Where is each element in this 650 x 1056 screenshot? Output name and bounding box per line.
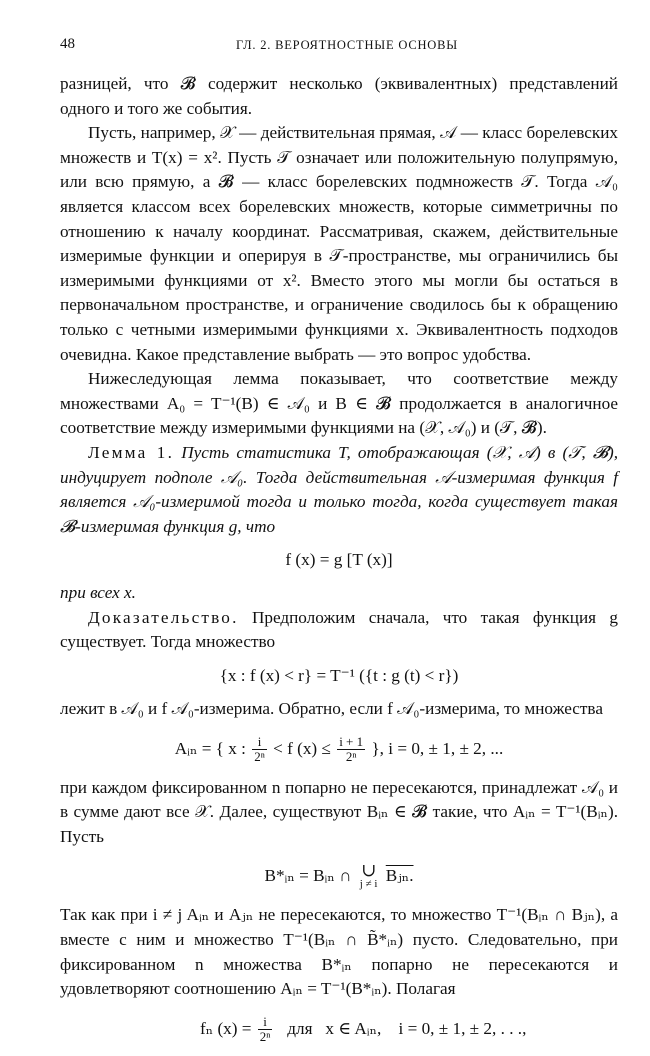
formula-5-frac-den: 2ⁿ [259, 1029, 271, 1045]
paragraph-all-x: при всех x. [60, 583, 136, 603]
formula-3-frac-1-num: i [252, 735, 267, 750]
running-head: ГЛ. 2. ВЕРОЯТНОСТНЫЕ ОСНОВЫ [236, 38, 458, 52]
formula-3-frac-2-num: i + 1 [339, 734, 364, 750]
formula-3-rhs: }, i = 0, ± 1, ± 2, ... [371, 738, 504, 758]
formula-4-lhs: B*ᵢₙ = Bᵢₙ ∩ [264, 866, 352, 886]
union-symbol: ∪ j ≠ i [359, 860, 378, 891]
lemma-text: Пусть статистика T, отображающая (𝒳, 𝒜) в (𝒯, 𝓑), индуцирует подполе 𝒜₀. Тогда действительная 𝒜-измеримая функция f является 𝒜₀-измеримой тогда и только тогда, когда существует такая 𝓑-измеримая функция g, что [60, 442, 619, 536]
paragraph-3: Нижеследующая лемма показывает, что соответствие между множествами A₀ = T⁻¹(B) ∈ 𝒜₀ и B ∈ 𝓑 продолжается в аналогичное соответствие между измеримыми функциями на (𝒳, 𝒜₀) и (𝒯, 𝓑). [60, 369, 618, 438]
proof-paragraph [60, 606, 618, 655]
paragraph-5: при каждом фиксированном n попарно не пересекаются, принадлежат 𝒜₀ и в сумме дают все 𝒳. Далее, существуют Bᵢₙ ∈ 𝓑 такие, что Aᵢₙ = T⁻¹(Bᵢₙ). Пусть [60, 777, 618, 846]
formula-3-lhs: Aᵢₙ = { x : [174, 738, 246, 758]
page-body [60, 72, 618, 1056]
formula-5-lhs: fₙ (x) = [200, 1018, 252, 1038]
lemma-paragraph [60, 441, 618, 539]
formula-3-fraction-1 [252, 735, 267, 764]
formula-2: {x : f (x) < r} = T⁻¹ ({t : g (t) < r}) [219, 666, 459, 686]
formula-3-frac-2-den: 2ⁿ [345, 749, 357, 765]
formula-3-frac-1-den: 2ⁿ [254, 749, 265, 765]
union-subscript: j ≠ i [359, 878, 378, 891]
paragraph-2: Пусть, например, 𝒳 — действительная прямая, 𝒜 — класс борелевских множеств и T(x) = x². Пусть 𝒯 означает или положительную полупрямую, или всю прямую, а 𝓑 — класс борелевских подмножеств 𝒯. Тогда 𝒜₀ является классом всех борелевских множеств, которые симметричны по отношению к началу координат. Рассматривая, скажем, действительные измеримые функции и оперируя в 𝒯-пространстве, мы ограничились бы измеримыми функциями от x². Вместо этого мы могли бы остаться в первоначальном пространстве, и ограничение сводилось бы к обращению только с четными измеримыми функциями x. Эквивалентность подходов очевидна. Какое представление выбрать — это вопрос удобства. [60, 123, 618, 364]
formula-3 [60, 732, 618, 766]
formula-1: f (x) = g [T (x)] [285, 550, 393, 570]
proof-text: Предположим сначала, что такая функция g существует. Тогда множество [60, 607, 618, 652]
formula-4-rhs: Bⱼₙ. [385, 866, 414, 886]
formula-5 [60, 1012, 618, 1046]
page-header [0, 36, 650, 56]
formula-4 [60, 859, 618, 893]
lemma-label: Лемма 1. [88, 442, 175, 462]
formula-5-frac-num: i [258, 1015, 273, 1030]
formula-5-rhs: для x ∈ Aᵢₙ, i = 0, ± 1, ± 2, . . ., [278, 1018, 527, 1038]
paragraph-6: Так как при i ≠ j Aᵢₙ и Aⱼₙ не пересекаются, то множество T⁻¹(Bᵢₙ ∩ Bⱼₙ), а вместе с ним и множество T⁻¹(Bᵢₙ ∩ B̃*ᵢₙ) пусто. Следовательно, при фиксированном n множества B*ᵢₙ попарно не пересекаются и удовлетворяют соотношению Aᵢₙ = T⁻¹(B*ᵢₙ). Полагая [60, 905, 618, 999]
proof-label: Доказательство. [88, 607, 239, 627]
paragraph-4: лежит в 𝒜₀ и f 𝒜₀-измерима. Обратно, если f 𝒜₀-измерима, то множества [60, 699, 603, 719]
paragraph-1: разницей, что 𝓑 содержит несколько (эквивалентных) представлений одного и того же события. [60, 74, 618, 118]
formula-3-mid: < f (x) ≤ [273, 738, 331, 758]
formula-3-fraction-2 [337, 735, 365, 764]
page-number: 48 [60, 36, 75, 52]
formula-5-fraction [258, 1015, 273, 1044]
